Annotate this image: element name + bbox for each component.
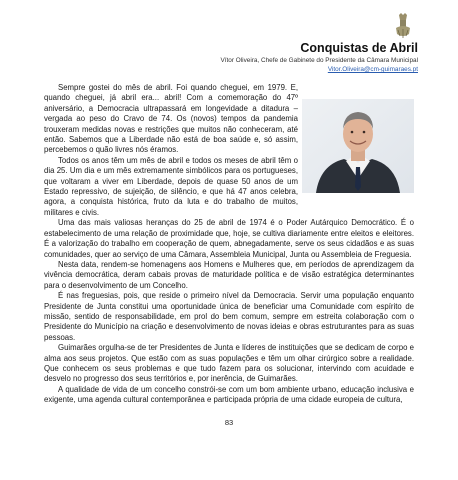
paragraph: Nesta data, rendem-se homenagens aos Homens e Mulheres que, em períodos de aprendizagem da vivência democrática, deram cabais provas de maturidade política e de visão estratégica determinantes para o desenvolvimento de um Concelho. — [44, 259, 414, 290]
author-email-link[interactable]: Vitor.Oliveira@cm-guimaraes.pt — [327, 66, 418, 73]
paragraph: Sempre gostei do mês de abril. Foi quando cheguei, em 1979. E, quando cheguei, já abril era... abril! Com a comemoração do 47º aniversário, a Democracia ultrapassará em longevidade a ditadura – vergada ao peso do Cravo de 74. Os (novos) tempos da pandemia trouxeram medidas novas e restrições que muitos não conheceram, até então. Sabemos que a Liberdade não está de boa saúde e, só assim, percebemos o quão livres nós éramos. — [44, 83, 298, 155]
paragraph: A qualidade de vida de um concelho constrói-se com um bom ambiente urbano, educação inclusiva e exigente, uma agenda cultural contemporânea e participada própria de uma cidade europeia de cultura, — [44, 384, 414, 405]
article-body — [44, 83, 414, 406]
castle-emblem-icon — [393, 12, 413, 40]
paragraph: É nas freguesias, pois, que reside o primeiro nível da Democracia. Servir uma população enquanto Presidente de Junta constitui uma oportunidade única de beneficiar uma Comunidade com espírito de missão, sentido de responsabilidade, em prol do bem comum, sempre em estreita colaboração com o Presidente do Município na criação e desenvolvimento de novas ideias e obras estruturantes para as suas pessoas. — [44, 291, 414, 342]
article-header — [220, 41, 418, 74]
article-title: Conquistas de Abril — [300, 41, 418, 55]
paragraph: Todos os anos têm um mês de abril e todos os meses de abril têm o dia 25. Um dia e um mês extremamente simbólicos para os portugueses, que voltaram a viver em Liberdade, depois de quase 50 anos de um Estado repressivo, de sujeição, de silêncio, e que há 47 anos celebra, agora, a conquista histórica, fruto da luta e do trabalho de muitos, militares e civis. — [44, 155, 298, 217]
author-line: Vítor Oliveira, Chefe de Gabinete do Presidente da Câmara Municipal — [220, 57, 418, 64]
paragraph: Uma das mais valiosas heranças do 25 de abril de 1974 é o Poder Autárquico Democrático. É o estabelecimento de uma relação de proximidade que, hoje, se cultiva diariamente entre eleitos e eleitores. É a valorização do trabalho em cooperação de quem, abnegadamente, serve os seus cidadãos e as suas comunidades, quer ao serviço de uma Câmara, Assembleia Municipal, Junta ou Assembleia de Freguesia. — [44, 218, 414, 259]
page-number: 83 — [224, 418, 234, 427]
paragraph: Guimarães orgulha-se de ter Presidentes de Junta e líderes de instituições que se dedicam de corpo e alma aos seus projetos. Que estão com as suas populações e têm um olhar cirúrgico sobre a realidade. Que conhecem os seus problemas e que tudo fazem para os solucionar, intervindo com acuidade e desvelo no progresso dos seus territórios e, por inerência, de Guimarães. — [44, 343, 414, 384]
